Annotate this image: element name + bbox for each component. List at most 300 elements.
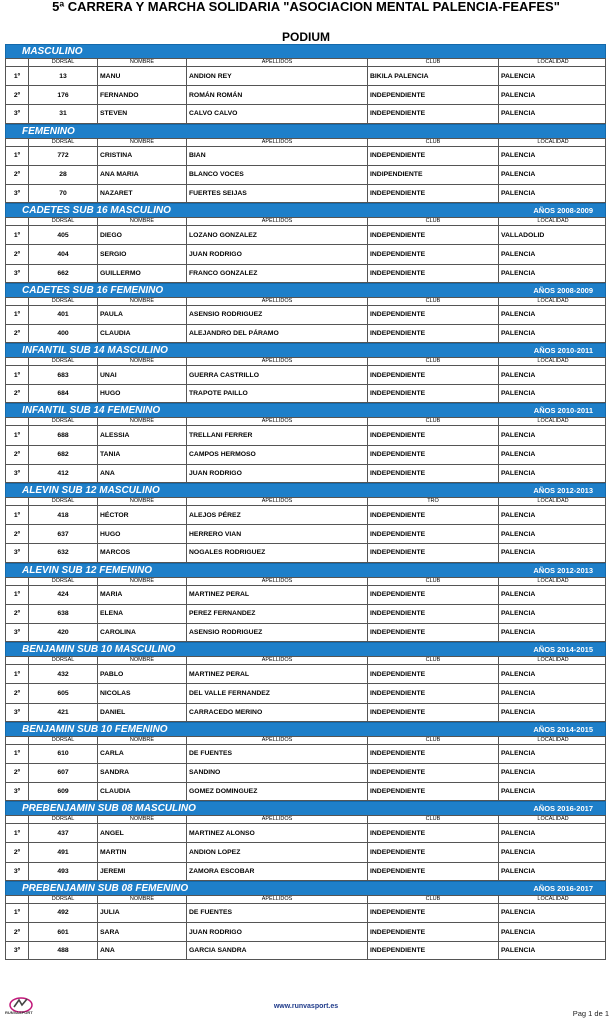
table-cell: 70: [28, 185, 97, 202]
table-cell: PALENCIA: [498, 745, 607, 763]
category-section: [5, 203, 606, 283]
table-cell: INDEPENDIENTE: [367, 863, 498, 880]
column-header-row: [5, 58, 606, 66]
table-cell: PEREZ FERNANDEZ: [186, 605, 367, 623]
table-cell: 1º: [13, 670, 21, 678]
table-cell: CARLA: [97, 745, 186, 763]
column-header: LOCALIDAD: [498, 498, 607, 505]
table-row: [5, 104, 606, 123]
category-header: [5, 44, 606, 58]
footer: [0, 996, 612, 1024]
column-header-row: [5, 656, 606, 664]
table-cell: ALEJANDRO DEL PÁRAMO: [186, 325, 367, 342]
table-row: [5, 225, 606, 244]
table-row: [5, 683, 606, 702]
table-cell: CAMPOS HERMOSO: [186, 446, 367, 464]
table-row: [5, 585, 606, 604]
category-header: [5, 124, 606, 138]
category-years: AÑOS 2008-2009: [533, 285, 593, 295]
table-cell: 437: [28, 824, 97, 842]
table-cell: 1º: [13, 432, 21, 440]
table-cell: INDEPENDIENTE: [367, 147, 498, 165]
table-row: [5, 165, 606, 184]
table-cell: INDEPENDIENTE: [367, 904, 498, 922]
column-header: [6, 218, 28, 225]
table-cell: CRISTINA: [97, 147, 186, 165]
table-cell: 601: [28, 923, 97, 941]
table-cell: CAROLINA: [97, 624, 186, 641]
table-row: [5, 604, 606, 623]
table-cell: INDEPENDIENTE: [367, 923, 498, 941]
table-cell: INDEPENDIENTE: [367, 245, 498, 263]
category-name: INFANTIL SUB 14 FEMENINO: [22, 405, 161, 417]
table-cell: NICOLAS: [97, 684, 186, 702]
table-cell: MARTINEZ PERAL: [186, 586, 367, 604]
table-cell: 772: [28, 147, 97, 165]
category-section: [5, 881, 606, 961]
table-cell: PALENCIA: [498, 245, 607, 263]
table-cell: 2º: [13, 329, 21, 337]
column-header: CLUB: [367, 358, 498, 365]
table-cell: HUGO: [97, 385, 186, 402]
category-header: [5, 881, 606, 895]
table-cell: PAULA: [97, 306, 186, 324]
column-header: [6, 578, 28, 585]
column-header: LOCALIDAD: [498, 737, 607, 744]
table-cell: JULIA: [97, 904, 186, 922]
table-cell: INDEPENDIENTE: [367, 426, 498, 444]
table-cell: 3º: [13, 110, 21, 118]
category-years: AÑOS 2012-2013: [533, 565, 593, 575]
table-cell: 662: [28, 265, 97, 282]
table-cell: JUAN RODRIGO: [186, 245, 367, 263]
table-row: [5, 384, 606, 403]
column-header: DORSAL: [28, 578, 97, 585]
table-cell: 683: [28, 366, 97, 384]
table-cell: SANDINO: [186, 764, 367, 782]
table-cell: FRANCO GONZALEZ: [186, 265, 367, 282]
table-cell: PALENCIA: [498, 624, 607, 641]
column-header-row: [5, 417, 606, 425]
table-cell: 176: [28, 86, 97, 104]
table-cell: HUGO: [97, 525, 186, 543]
table-cell: GARCIA SANDRA: [186, 942, 367, 959]
category-name: PREBENJAMIN SUB 08 FEMENINO: [22, 882, 189, 894]
column-header: APELLIDOS: [186, 737, 367, 744]
table-cell: 2º: [13, 769, 21, 777]
column-header: [6, 59, 28, 66]
table-cell: PALENCIA: [498, 544, 607, 561]
table-cell: BIKILA PALENCIA: [367, 67, 498, 85]
table-cell: 3º: [13, 788, 21, 796]
table-row: [5, 464, 606, 483]
table-cell: 1º: [13, 829, 21, 837]
table-cell: INDEPENDIENTE: [367, 366, 498, 384]
table-row: [5, 244, 606, 263]
category-header: [5, 483, 606, 497]
column-header: NOMBRE: [97, 657, 186, 664]
table-cell: 492: [28, 904, 97, 922]
column-header: DORSAL: [28, 737, 97, 744]
column-header: APELLIDOS: [186, 298, 367, 305]
category-header: [5, 203, 606, 217]
category-name: FEMENINO: [22, 125, 75, 137]
table-cell: MARCOS: [97, 544, 186, 561]
column-header: DORSAL: [28, 418, 97, 425]
column-header: CLUB: [367, 418, 498, 425]
column-header: CLUB: [367, 737, 498, 744]
table-cell: INDEPENDIENTE: [367, 824, 498, 842]
table-row: [5, 66, 606, 85]
table-cell: NOGALES RODRIGUEZ: [186, 544, 367, 561]
column-header: [6, 896, 28, 903]
column-header: LOCALIDAD: [498, 578, 607, 585]
table-cell: 3º: [13, 867, 21, 875]
column-header: LOCALIDAD: [498, 816, 607, 823]
category-section: [5, 563, 606, 643]
table-cell: 400: [28, 325, 97, 342]
table-row: [5, 823, 606, 842]
table-cell: PALENCIA: [498, 385, 607, 402]
category-section: [5, 343, 606, 403]
table-cell: PALENCIA: [498, 166, 607, 184]
column-header: NOMBRE: [97, 896, 186, 903]
column-header: NOMBRE: [97, 139, 186, 146]
table-cell: 2º: [13, 171, 21, 179]
category-section: [5, 722, 606, 802]
category-section: [5, 483, 606, 563]
table-cell: 2º: [13, 390, 21, 398]
table-cell: 3º: [13, 269, 21, 277]
column-header: NOMBRE: [97, 578, 186, 585]
table-cell: INDEPENDIENTE: [367, 665, 498, 683]
table-cell: DIEGO: [97, 226, 186, 244]
column-header: APELLIDOS: [186, 498, 367, 505]
table-cell: 412: [28, 465, 97, 482]
table-cell: INDEPENDIENTE: [367, 843, 498, 861]
column-header: DORSAL: [28, 816, 97, 823]
table-cell: 432: [28, 665, 97, 683]
column-header: DORSAL: [28, 139, 97, 146]
table-row: [5, 744, 606, 763]
table-cell: PALENCIA: [498, 147, 607, 165]
table-cell: INDEPENDIENTE: [367, 446, 498, 464]
category-header: [5, 801, 606, 815]
table-row: [5, 524, 606, 543]
table-cell: PALENCIA: [498, 265, 607, 282]
table-cell: 2º: [13, 849, 21, 857]
table-cell: INDEPENDIENTE: [367, 544, 498, 561]
column-header-row: [5, 357, 606, 365]
table-cell: 401: [28, 306, 97, 324]
column-header: CLUB: [367, 816, 498, 823]
table-cell: FERNANDO: [97, 86, 186, 104]
table-cell: CLAUDIA: [97, 325, 186, 342]
table-cell: 684: [28, 385, 97, 402]
table-cell: GOMEZ DOMINGUEZ: [186, 783, 367, 800]
table-row: [5, 862, 606, 881]
table-cell: GUERRA CASTRILLO: [186, 366, 367, 384]
table-cell: ANDION REY: [186, 67, 367, 85]
column-header-row: [5, 815, 606, 823]
table-row: [5, 922, 606, 941]
table-row: [5, 664, 606, 683]
page-title: 5ª CARRERA Y MARCHA SOLIDARIA "ASOCIACION MENTAL PALENCIA-FEAFES": [52, 0, 560, 14]
table-cell: INDEPENDIENTE: [367, 704, 498, 721]
category-name: PREBENJAMIN SUB 08 MASCULINO: [22, 803, 196, 815]
table-cell: FUERTES SEIJAS: [186, 185, 367, 202]
table-cell: 682: [28, 446, 97, 464]
table-cell: CLAUDIA: [97, 783, 186, 800]
column-header: TRO: [367, 498, 498, 505]
table-cell: DE FUENTES: [186, 904, 367, 922]
table-cell: ALEJOS PÉREZ: [186, 506, 367, 524]
category-years: AÑOS 2014-2015: [533, 724, 593, 734]
column-header: DORSAL: [28, 657, 97, 664]
table-cell: PALENCIA: [498, 605, 607, 623]
table-cell: PALENCIA: [498, 446, 607, 464]
column-header: CLUB: [367, 657, 498, 664]
column-header: DORSAL: [28, 896, 97, 903]
column-header-row: [5, 138, 606, 146]
column-header: APELLIDOS: [186, 657, 367, 664]
category-section: [5, 283, 606, 343]
table-cell: PALENCIA: [498, 942, 607, 959]
table-cell: 418: [28, 506, 97, 524]
category-years: AÑOS 2012-2013: [533, 486, 593, 495]
column-header: APELLIDOS: [186, 896, 367, 903]
table-cell: PALENCIA: [498, 764, 607, 782]
column-header: NOMBRE: [97, 59, 186, 66]
column-header: [6, 418, 28, 425]
column-header: LOCALIDAD: [498, 298, 607, 305]
column-header: LOCALIDAD: [498, 418, 607, 425]
table-cell: 1º: [13, 311, 21, 319]
table-cell: INDEPENDIENTE: [367, 306, 498, 324]
column-header: [6, 737, 28, 744]
category-section: [5, 44, 606, 124]
table-cell: PALENCIA: [498, 86, 607, 104]
table-cell: PALENCIA: [498, 325, 607, 342]
table-cell: 637: [28, 525, 97, 543]
table-row: [5, 941, 606, 960]
table-cell: CALVO CALVO: [186, 105, 367, 122]
category-years: AÑOS 2016-2017: [533, 883, 593, 893]
table-cell: 1º: [13, 591, 21, 599]
table-cell: INDEPENDIENTE: [367, 226, 498, 244]
column-header: LOCALIDAD: [498, 139, 607, 146]
table-cell: MARIA: [97, 586, 186, 604]
category-section: [5, 801, 606, 881]
table-cell: 1º: [13, 371, 21, 379]
table-cell: DEL VALLE FERNANDEZ: [186, 684, 367, 702]
column-header-row: [5, 736, 606, 744]
table-cell: 421: [28, 704, 97, 721]
column-header: NOMBRE: [97, 816, 186, 823]
table-cell: 2º: [13, 689, 21, 697]
table-cell: 2º: [13, 451, 21, 459]
table-cell: PALENCIA: [498, 824, 607, 842]
table-cell: INDEPENDIENTE: [367, 506, 498, 524]
table-cell: PALENCIA: [498, 465, 607, 482]
table-row: [5, 782, 606, 801]
column-header: [6, 657, 28, 664]
table-cell: 609: [28, 783, 97, 800]
website-link[interactable]: www.runvasport.es: [273, 1003, 339, 1010]
category-header: [5, 283, 606, 297]
table-cell: INDEPENDIENTE: [367, 185, 498, 202]
category-section: [5, 124, 606, 204]
column-header-row: [5, 217, 606, 225]
category-years: AÑOS 2008-2009: [533, 206, 593, 216]
category-name: CADETES SUB 16 FEMENINO: [22, 284, 164, 296]
column-header: DORSAL: [28, 498, 97, 505]
table-cell: PABLO: [97, 665, 186, 683]
column-header: NOMBRE: [97, 298, 186, 305]
table-cell: PALENCIA: [498, 366, 607, 384]
table-cell: DE FUENTES: [186, 745, 367, 763]
column-header: NOMBRE: [97, 358, 186, 365]
table-cell: 2º: [13, 610, 21, 618]
column-header: APELLIDOS: [186, 139, 367, 146]
column-header-row: [5, 577, 606, 585]
table-row: [5, 305, 606, 324]
table-cell: BIAN: [186, 147, 367, 165]
column-header: LOCALIDAD: [498, 657, 607, 664]
table-cell: PALENCIA: [498, 306, 607, 324]
table-cell: PALENCIA: [498, 67, 607, 85]
table-cell: 1º: [13, 909, 21, 917]
table-cell: 405: [28, 226, 97, 244]
column-header: LOCALIDAD: [498, 896, 607, 903]
column-header: CLUB: [367, 578, 498, 585]
column-header: CLUB: [367, 896, 498, 903]
table-cell: 1º: [13, 511, 21, 519]
table-cell: 607: [28, 764, 97, 782]
category-name: INFANTIL SUB 14 MASCULINO: [22, 345, 168, 357]
column-header: [6, 139, 28, 146]
table-cell: LOZANO GONZALEZ: [186, 226, 367, 244]
table-cell: PALENCIA: [498, 684, 607, 702]
table-cell: 2º: [13, 928, 21, 936]
column-header-row: [5, 297, 606, 305]
table-cell: PALENCIA: [498, 506, 607, 524]
table-cell: PALENCIA: [498, 185, 607, 202]
table-cell: INDEPENDIENTE: [367, 745, 498, 763]
table-cell: DANIEL: [97, 704, 186, 721]
table-cell: 688: [28, 426, 97, 444]
table-cell: INDEPENDIENTE: [367, 385, 498, 402]
table-cell: 605: [28, 684, 97, 702]
table-cell: PALENCIA: [498, 863, 607, 880]
column-header: APELLIDOS: [186, 218, 367, 225]
table-cell: SERGIO: [97, 245, 186, 263]
table-cell: UNAI: [97, 366, 186, 384]
table-cell: PALENCIA: [498, 783, 607, 800]
table-cell: BLANCO VOCES: [186, 166, 367, 184]
table-cell: CARRACEDO MERINO: [186, 704, 367, 721]
table-cell: MARTIN: [97, 843, 186, 861]
column-header: NOMBRE: [97, 218, 186, 225]
table-cell: MANU: [97, 67, 186, 85]
category-name: MASCULINO: [22, 46, 83, 57]
category-section: [5, 403, 606, 483]
column-header: DORSAL: [28, 358, 97, 365]
table-row: [5, 505, 606, 524]
table-cell: ZAMORA ESCOBAR: [186, 863, 367, 880]
table-row: [5, 324, 606, 343]
column-header: NOMBRE: [97, 737, 186, 744]
table-cell: 2º: [13, 91, 21, 99]
column-header: CLUB: [367, 59, 498, 66]
table-cell: 420: [28, 624, 97, 641]
table-cell: PALENCIA: [498, 923, 607, 941]
column-header: CLUB: [367, 298, 498, 305]
table-cell: 610: [28, 745, 97, 763]
table-row: [5, 543, 606, 562]
table-cell: INDEPENDIENTE: [367, 265, 498, 282]
table-cell: 3º: [13, 947, 21, 955]
column-header: APELLIDOS: [186, 418, 367, 425]
column-header: APELLIDOS: [186, 59, 367, 66]
category-header: [5, 343, 606, 357]
page-number: Pag 1 de 1: [572, 1009, 609, 1018]
category-section: [5, 642, 606, 722]
table-row: [5, 425, 606, 444]
table-row: [5, 264, 606, 283]
table-cell: 1º: [13, 152, 21, 160]
table-cell: INDEPENDIENTE: [367, 325, 498, 342]
column-header: NOMBRE: [97, 498, 186, 505]
table-cell: 3º: [13, 629, 21, 637]
column-header: DORSAL: [28, 298, 97, 305]
table-cell: ELENA: [97, 605, 186, 623]
column-header: DORSAL: [28, 59, 97, 66]
table-cell: 28: [28, 166, 97, 184]
column-header: DORSAL: [28, 218, 97, 225]
logo-text: RUNVASPORT: [5, 1010, 33, 1015]
table-cell: JUAN RODRIGO: [186, 923, 367, 941]
table-row: [5, 445, 606, 464]
table-cell: 2º: [13, 530, 21, 538]
table-cell: PALENCIA: [498, 704, 607, 721]
table-cell: 3º: [13, 708, 21, 716]
results-table: [5, 44, 606, 960]
table-cell: INDEPENDIENTE: [367, 783, 498, 800]
table-cell: 3º: [13, 190, 21, 198]
table-cell: ANA: [97, 942, 186, 959]
table-cell: INDEPENDIENTE: [367, 525, 498, 543]
category-name: BENJAMIN SUB 10 FEMENINO: [22, 723, 168, 735]
table-row: [5, 763, 606, 782]
table-cell: HERRERO VIAN: [186, 525, 367, 543]
column-header: APELLIDOS: [186, 816, 367, 823]
column-header-row: [5, 895, 606, 903]
table-cell: 1º: [13, 750, 21, 758]
table-cell: 638: [28, 605, 97, 623]
table-cell: 488: [28, 942, 97, 959]
category-name: ALEVIN SUB 12 FEMENINO: [22, 564, 153, 576]
table-row: [5, 842, 606, 861]
column-header: CLUB: [367, 139, 498, 146]
table-row: [5, 85, 606, 104]
table-cell: 13: [28, 67, 97, 85]
category-name: ALEVIN SUB 12 MASCULINO: [22, 485, 160, 496]
category-years: AÑOS 2010-2011: [533, 346, 593, 356]
column-header: LOCALIDAD: [498, 218, 607, 225]
column-header: APELLIDOS: [186, 578, 367, 585]
category-years: AÑOS 2010-2011: [533, 406, 593, 416]
